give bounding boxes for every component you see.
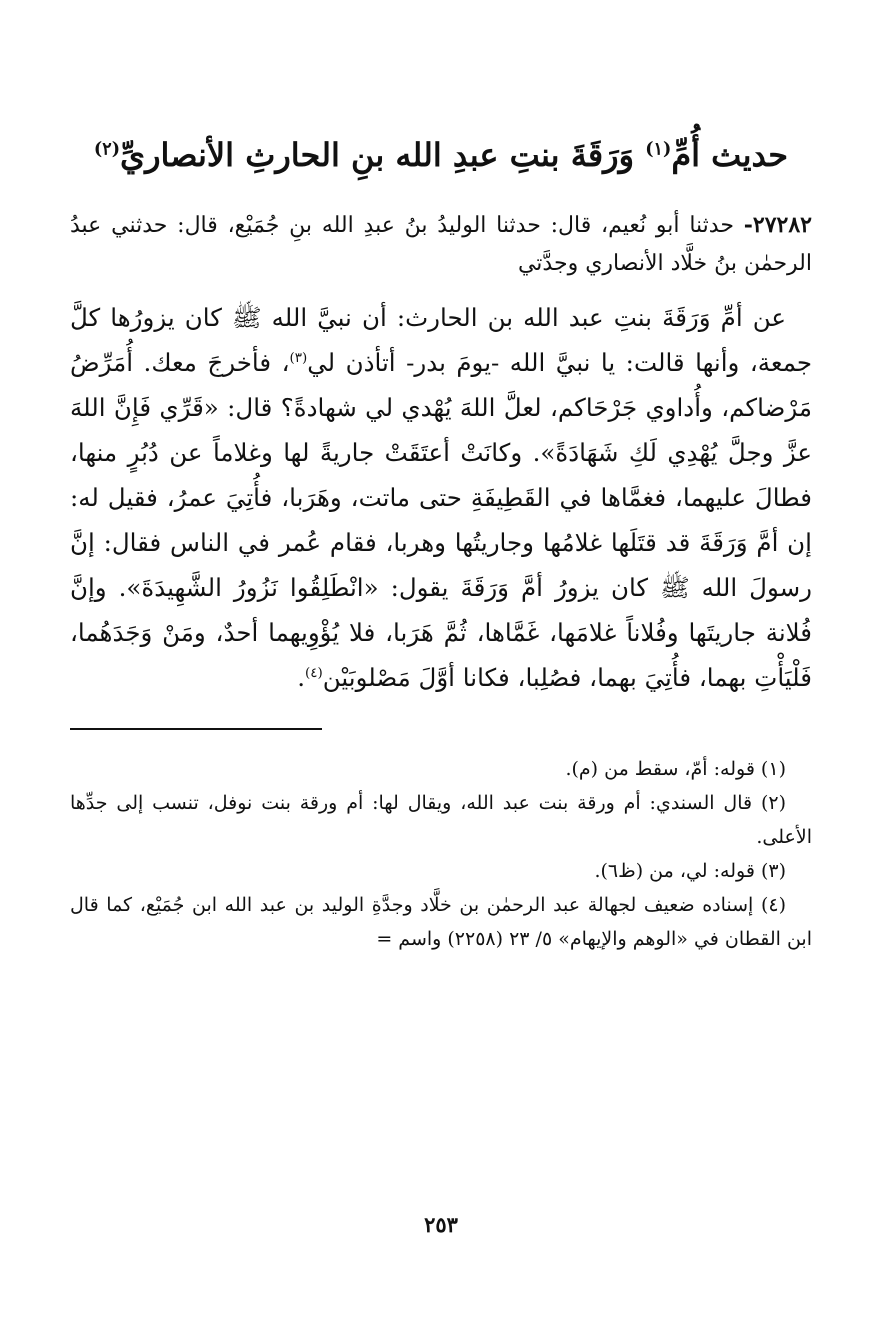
heading-part-1: حديث أُمِّ <box>671 136 789 174</box>
footnote-1-text: (١) قوله: أمّ، سقط من (م). <box>565 758 786 780</box>
hadith-text-end: . <box>297 663 305 692</box>
footnote-separator <box>70 728 322 730</box>
document-page <box>70 120 812 1250</box>
footnote-2-text: (٢) قال السندي: أم ورقة بنت عبد الله، ويقال لها: أم ورقة بنت نوفل، تنسب إلى جدِّها الأعلى. <box>70 792 812 848</box>
hadith-text-part-2: ، فأخرجَ معك. أُمَرِّضُ مَرْضاكم، وأُداوي جَرْحَاكم، لعلَّ اللهَ يُهْدي لي شهادةً؟ قال: «قَرِّي فَإِنَّ اللهَ عزَّ وجلَّ يُهْدِي لَكِ شَهَادَةً». وكانَتْ أعتَقَتْ جاريةً لها وغلاماً عن دُبُرٍ منها، فطالَ عليهما، فغمَّاها في القَطِيفَةِ حتى ماتت، وهَرَبا، فأُتِيَ عمرُ، فقيل له: إن أمَّ وَرَقَةَ قد قتَلَها غلامُها وجاريتُها وهربا، فقام عُمر في الناس فقال: إنَّ رسولَ الله ﷺ كان يزورُ أمَّ وَرَقَةَ يقول: «انْطَلِقُوا نَزُورُ الشَّهِيدَةَ». وإنَّ فُلانة جاريتَها وفُلاناً غلامَها، غَمَّاها، ثُمَّ هَرَبا، فلا يُؤْوِيهما أحدٌ، ومَنْ وَجَدَهُما، فَلْيَأْتِ بهما، فأُتِيَ بهما، فصُلِبا، فكانا أوَّلَ مَصْلوبَيْن <box>70 348 812 692</box>
hadith-heading <box>70 120 812 206</box>
footnote-marker-3[interactable]: (٣) <box>289 349 308 366</box>
hadith-text <box>70 295 812 700</box>
hadith-number: ٢٧٢٨٢- <box>743 212 812 238</box>
footnote-marker-2[interactable]: (٢) <box>93 138 121 160</box>
page-number: ٢٥٣ <box>424 1212 458 1237</box>
hadith-text-part-1: عن أمِّ وَرَقَةَ بنتِ عبد الله بن الحارث: أن نبيَّ الله ﷺ كان يزورُها كلَّ جمعة، وأنها قالت: يا نبيَّ الله -يومَ بدر- أتأذن لي <box>70 303 812 377</box>
footnote-1 <box>70 752 812 786</box>
footnote-3 <box>70 854 812 888</box>
hadith-isnad <box>70 206 812 283</box>
footnotes <box>70 752 812 956</box>
footnote-3-text: (٣) قوله: لي، من (ظ٦). <box>594 860 786 882</box>
footnote-2 <box>70 786 812 854</box>
heading-part-2: وَرَقَةَ بنتِ عبدِ الله بنِ الحارثِ الأنصاريِّ <box>120 136 646 174</box>
footnote-4 <box>70 888 812 956</box>
footnote-4-text: (٤) إسناده ضعيف لجهالة عبد الرحمٰن بن خلَّاد وجدَّةِ الوليد بن عبد الله ابن جُمَيْع، كما قال ابن القطان في «الوهم والإيهام» ٥/ ٢٣ (٢٢٥٨) واسم = <box>70 894 812 950</box>
isnad-text: حدثنا أبو نُعيم، قال: حدثنا الوليدُ بنُ عبدِ الله بنِ جُمَيْع، قال: حدثني عبدُ الرحمٰن بنُ خلَّاد الأنصاري وجدَّتي <box>70 213 812 276</box>
footnote-marker-1[interactable]: (١) <box>645 138 672 160</box>
footnote-marker-4[interactable]: (٤) <box>305 664 323 681</box>
